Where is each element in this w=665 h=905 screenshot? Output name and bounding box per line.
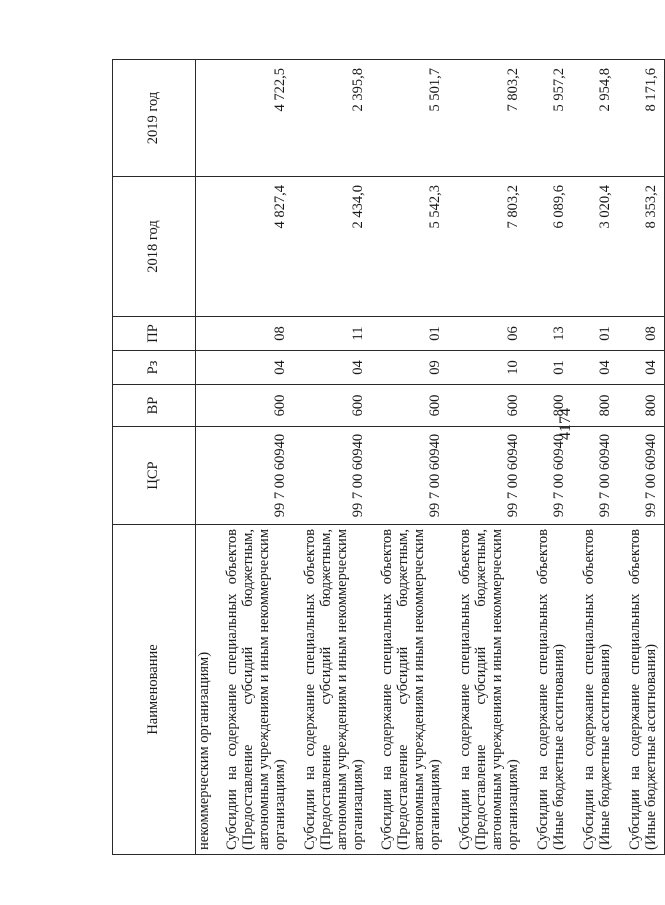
row-rz: 04 xyxy=(618,351,664,385)
row-2019: 7 803,2 xyxy=(448,60,526,177)
row-rz: 04 xyxy=(572,351,618,385)
table-row xyxy=(196,60,215,855)
row-csr: 99 7 00 60940 xyxy=(618,427,664,525)
row-name: Субсидии на содержание специальных объектов (Иные бюджетные ассигнования) xyxy=(618,525,664,855)
row-name: Субсидии на содержание специальных объектов (Предоставление субсидий бюджетным, автономным учреждениям и иным некоммерческим организациям) xyxy=(215,525,293,855)
header-vr: ВР xyxy=(113,385,196,427)
row-rz: 09 xyxy=(370,351,448,385)
row-2018: 4 827,4 xyxy=(215,177,293,317)
row-rz: 10 xyxy=(448,351,526,385)
row-pr: 08 xyxy=(618,317,664,351)
row-pr: 01 xyxy=(370,317,448,351)
row-2018: 7 803,2 xyxy=(448,177,526,317)
table-header xyxy=(113,60,196,855)
table-row xyxy=(370,60,448,855)
row-2018: 8 353,2 xyxy=(618,177,664,317)
row-2019: 5 957,2 xyxy=(526,60,572,177)
row-vr: 600 xyxy=(448,385,526,427)
row-vr: 800 xyxy=(526,385,572,427)
row-pr: 13 xyxy=(526,317,572,351)
row-name: некоммерческим организациям) xyxy=(196,525,215,855)
row-vr: 600 xyxy=(215,385,293,427)
row-csr: 99 7 00 60940 xyxy=(370,427,448,525)
header-name: Наименование xyxy=(113,525,196,855)
row-pr: 06 xyxy=(448,317,526,351)
row-2019: 5 501,7 xyxy=(370,60,448,177)
row-csr: 99 7 00 60940 xyxy=(526,427,572,525)
budget-table xyxy=(112,59,665,855)
row-vr: 800 xyxy=(618,385,664,427)
table-row xyxy=(215,60,293,855)
row-pr: 11 xyxy=(293,317,371,351)
table-body xyxy=(196,60,665,855)
header-2018: 2018 год xyxy=(113,177,196,317)
row-2018: 6 089,6 xyxy=(526,177,572,317)
row-rz: 01 xyxy=(526,351,572,385)
row-csr: 99 7 00 60940 xyxy=(448,427,526,525)
row-name: Субсидии на содержание специальных объектов (Иные бюджетные ассигнования) xyxy=(572,525,618,855)
row-2018: 5 542,3 xyxy=(370,177,448,317)
table-row xyxy=(293,60,371,855)
row-vr: 600 xyxy=(370,385,448,427)
row-vr: 800 xyxy=(572,385,618,427)
header-pr: ПР xyxy=(113,317,196,351)
header-csr: ЦСР xyxy=(113,427,196,525)
row-csr: 99 7 00 60940 xyxy=(572,427,618,525)
row-name: Субсидии на содержание специальных объектов (Предоставление субсидий бюджетным, автономным учреждениям и иным некоммерческим организациям) xyxy=(293,525,371,855)
row-vr: 600 xyxy=(293,385,371,427)
row-2018: 3 020,4 xyxy=(572,177,618,317)
row-2019: 8 171,6 xyxy=(618,60,664,177)
row-pr: 01 xyxy=(572,317,618,351)
table-row xyxy=(572,60,618,855)
header-rz: Рз xyxy=(113,351,196,385)
table-row xyxy=(448,60,526,855)
table-row xyxy=(526,60,572,855)
row-csr: 99 7 00 60940 xyxy=(215,427,293,525)
row-name: Субсидии на содержание специальных объектов (Иные бюджетные ассигнования) xyxy=(526,525,572,855)
row-2019: 4 722,5 xyxy=(215,60,293,177)
row-rz: 04 xyxy=(293,351,371,385)
row-pr: 08 xyxy=(215,317,293,351)
row-rz: 04 xyxy=(215,351,293,385)
table-row xyxy=(618,60,664,855)
row-csr: 99 7 00 60940 xyxy=(293,427,371,525)
header-2019: 2019 год xyxy=(113,60,196,177)
row-2018: 2 434,0 xyxy=(293,177,371,317)
budget-table-container xyxy=(112,60,665,855)
row-name: Субсидии на содержание специальных объектов (Предоставление субсидий бюджетным, автономным учреждениям и иным некоммерческим организациям) xyxy=(448,525,526,855)
page-number: 4174 xyxy=(557,408,574,440)
row-name: Субсидии на содержание специальных объектов (Предоставление субсидий бюджетным, автономным учреждениям и иным некоммерческим организациям) xyxy=(370,525,448,855)
row-2019: 2 395,8 xyxy=(293,60,371,177)
row-2019: 2 954,8 xyxy=(572,60,618,177)
